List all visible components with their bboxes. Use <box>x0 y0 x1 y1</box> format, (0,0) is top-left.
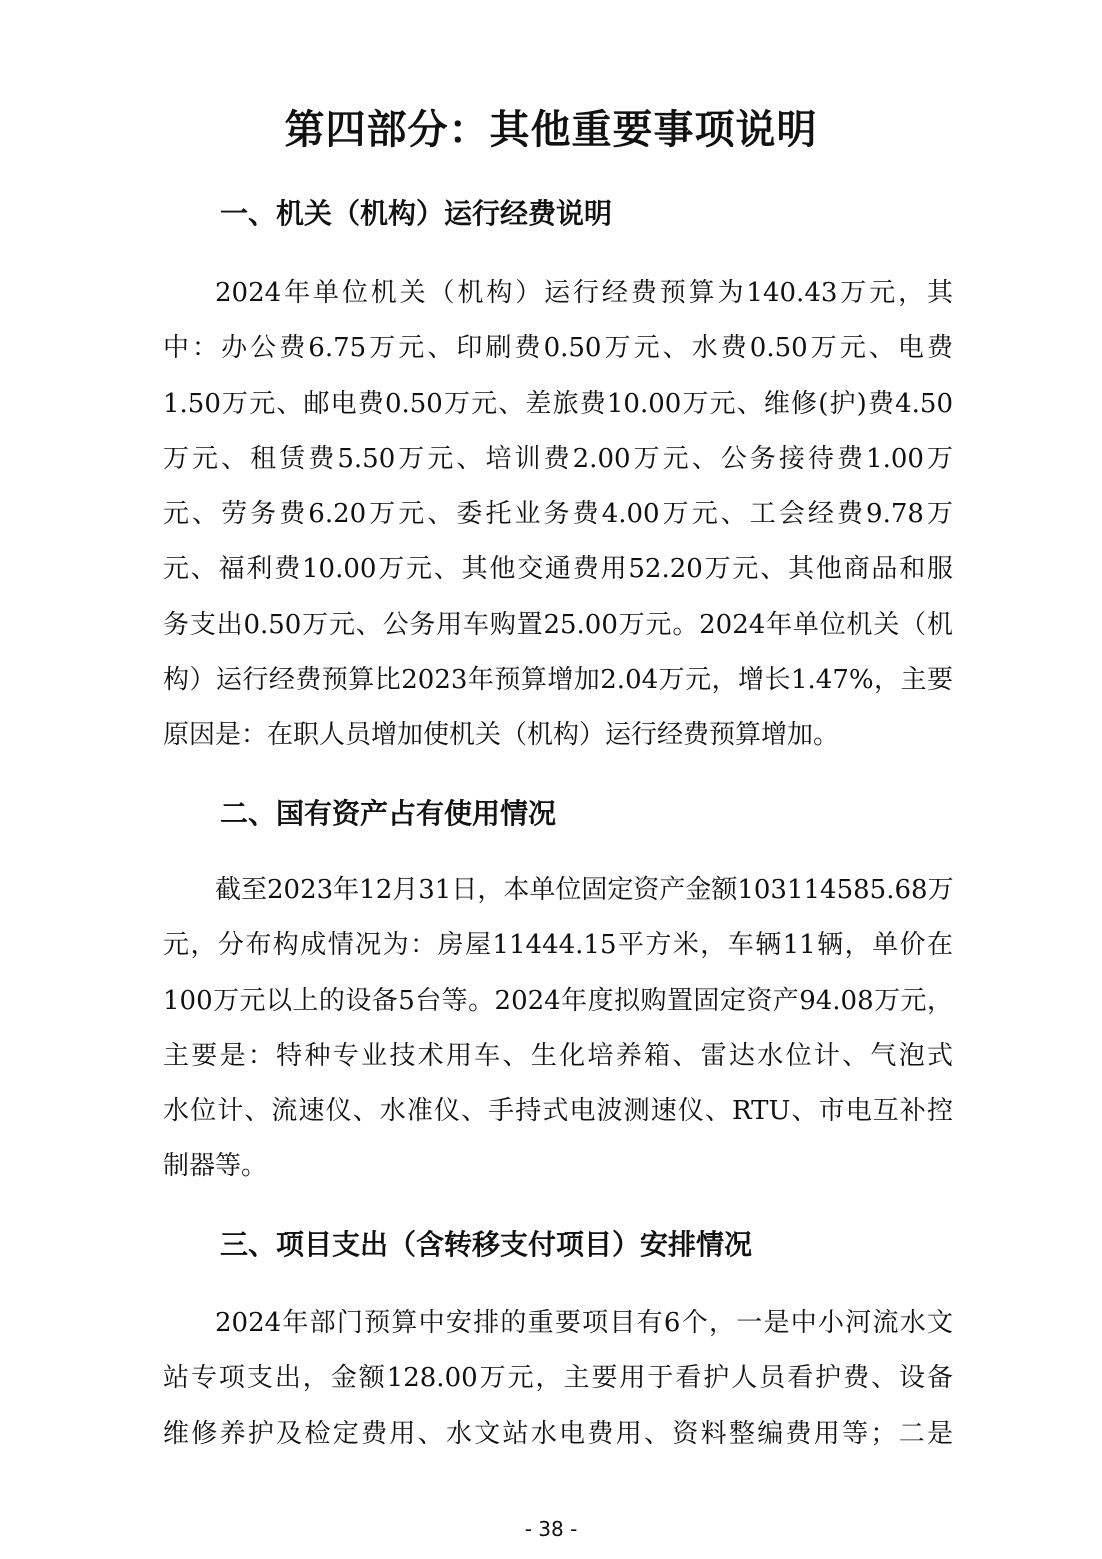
text-line: 100万元以上的设备5台等。2024年度拟购置固定资产94.08万元， <box>163 985 953 1016</box>
text-line: 截至2023年12月31日，本单位固定资产金额103114585.68万 <box>215 875 954 905</box>
text-line: 制器等。 <box>163 1151 268 1182</box>
text-line: 主要是：特种专业技术用车、生化培养箱、雷达水位计、气泡式 <box>163 1040 953 1071</box>
text-line: 元，分布构成情况为：房屋11444.15平方米，车辆11辆，单价在 <box>163 930 953 961</box>
text-line: 构）运行经费预算比2023年预算增加2.04万元，增长1.47%，主要 <box>163 665 953 696</box>
text-line: 水位计、流速仪、水准仪、手持式电波测速仪、RTU、市电互补控 <box>163 1096 953 1127</box>
section-heading-state-assets: 二、国有资产占有使用情况 <box>220 797 557 830</box>
text-line: 维修养护及检定费用、水文站水电费用、资料整编费用等；二是 <box>163 1418 953 1449</box>
page-title: 第四部分：其他重要事项说明 <box>284 107 818 153</box>
text-line: 务支出0.50万元、公务用车购置25.00万元。2024年单位机关（机 <box>163 609 953 640</box>
text-line: 2024年单位机关（机构）运行经费预算为140.43万元，其 <box>215 278 953 308</box>
text-line: 1.50万元、邮电费0.50万元、差旅费10.00万元、维修(护)费4.50 <box>163 388 953 419</box>
text-line: 元、福利费10.00万元、其他交通费用52.20万元、其他商品和服 <box>163 554 953 585</box>
text-line: 中：办公费6.75万元、印刷费0.50万元、水费0.50万元、电费 <box>163 333 953 364</box>
text-line: 2024年部门预算中安排的重要项目有6个，一是中小河流水文 <box>215 1308 953 1338</box>
text-line: 万元、租赁费5.50万元、培训费2.00万元、公务接待费1.00万 <box>163 443 953 474</box>
page-number: - 38 - <box>524 1517 578 1541</box>
paragraph-state-assets <box>163 863 953 1195</box>
text-line: 原因是：在职人员增加使机关（机构）运行经费预算增加。 <box>163 720 840 751</box>
section-heading-project-expenditure: 三、项目支出（含转移支付项目）安排情况 <box>220 1228 753 1261</box>
paragraph-operating-funds <box>163 266 953 764</box>
section-heading-operating-funds: 一、机关（机构）运行经费说明 <box>220 197 613 230</box>
text-line: 站专项支出，金额128.00万元，主要用于看护人员看护费、设备 <box>163 1363 953 1394</box>
text-line: 元、劳务费6.20万元、委托业务费4.00万元、工会经费9.78万 <box>163 499 953 530</box>
paragraph-project-expenditure <box>163 1296 953 1462</box>
